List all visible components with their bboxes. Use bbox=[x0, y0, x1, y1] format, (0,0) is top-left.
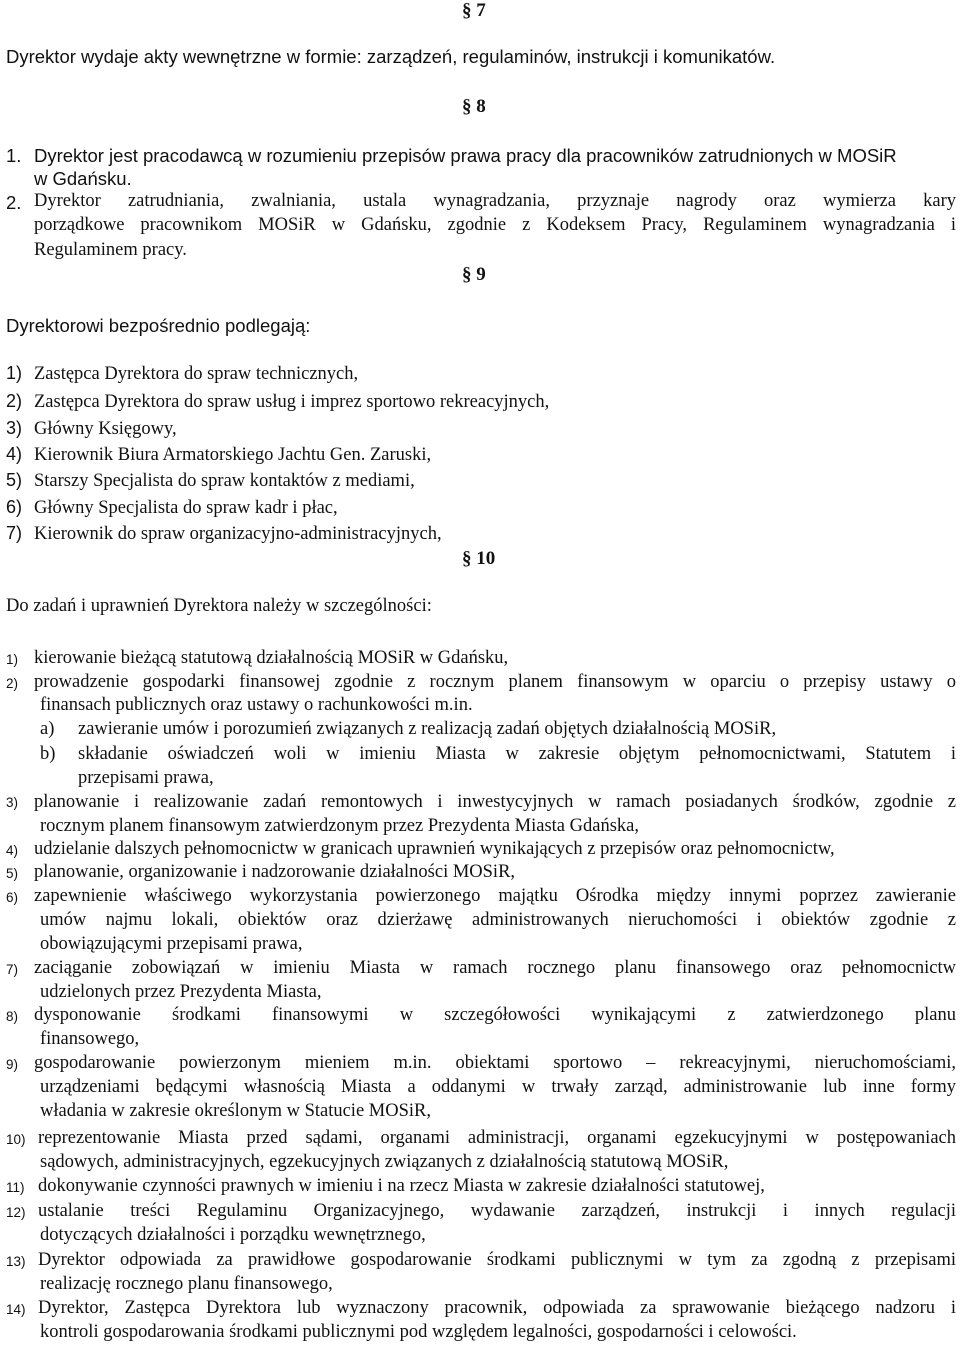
list-item-number: 4) bbox=[6, 843, 19, 858]
section-10-intro: Do zadań i uprawnień Dyrektora należy w szczególności: bbox=[6, 596, 432, 616]
list-item-text: Dyrektor odpowiada za prawidłowe gospodarowanie środkami publicznymi w tym za zgodną z przepisami bbox=[38, 1250, 956, 1270]
list-item-text: planowanie, organizowanie i nadzorowanie działalności MOSiR, bbox=[34, 862, 516, 882]
list-item-text: władania w zakresie określonym w Statucie MOSiR, bbox=[40, 1101, 431, 1121]
list-item-text: Kierownik do spraw organizacyjno-administracyjnych, bbox=[34, 524, 442, 544]
list-item-letter: b) bbox=[40, 744, 56, 764]
list-item-number: 1) bbox=[6, 363, 23, 383]
list-item-text: ustalanie treści Regulaminu Organizacyjnego, wydawanie zarządzeń, instrukcji i innych regulacji bbox=[38, 1201, 956, 1221]
list-item-text: reprezentowanie Miasta przed sądami, organami administracji, organami egzekucyjnymi w postępowaniach bbox=[38, 1128, 956, 1148]
section-8-item-2-line-2: porządkowe pracownikom MOSiR w Gdańsku, zgodnie z Kodeksem Pracy, Regulaminem wynagradzania i bbox=[34, 215, 956, 235]
list-item-text: zapewnienie właściwego wykorzystania powierzonego majątku Ośrodka między innymi poprzez zawieranie bbox=[34, 886, 956, 906]
section-8-item-1-number: 1. bbox=[6, 145, 22, 166]
list-item-text: kontroli gospodarowania środkami publicznymi pod względem legalności, gospodarności i celowości. bbox=[40, 1322, 797, 1342]
list-item-text: finansowego, bbox=[40, 1029, 140, 1049]
section-7-heading: § 7 bbox=[462, 0, 486, 21]
list-item-text: planowanie i realizowanie zadań remontowych i inwestycyjnych w ramach posiadanych środków, zgodnie z bbox=[34, 792, 956, 812]
list-item-text: kierowanie bieżącą statutową działalnością MOSiR w Gdańsku, bbox=[34, 648, 509, 668]
list-item-text: zaciąganie zobowiązań w imieniu Miasta w ramach rocznego planu finansowego oraz pełnomocnictw bbox=[34, 958, 956, 978]
section-9-heading: § 9 bbox=[462, 264, 486, 285]
list-item-number: 7) bbox=[6, 523, 23, 543]
list-item-text: prowadzenie gospodarki finansowej zgodnie z rocznym planem finansowym w oparciu o przepisy ustawy o bbox=[34, 672, 956, 692]
list-item-number: 6) bbox=[6, 890, 19, 905]
list-item-text: Główny Specjalista do spraw kadr i płac, bbox=[34, 498, 338, 518]
list-item-letter: a) bbox=[40, 719, 55, 739]
list-item bbox=[6, 363, 358, 385]
list-item-number: 5) bbox=[6, 866, 19, 881]
list-item-number: 2) bbox=[6, 391, 23, 411]
list-item-text: gospodarowanie powierzonym mieniem m.in. obiektami sportowo – rekreacyjnymi, nieruchomościami, bbox=[34, 1053, 956, 1073]
list-item-text: składanie oświadczeń woli w imieniu Miasta w zakresie objętym pełnomocnictwami, Statutem i bbox=[78, 744, 956, 764]
section-8-item-2-number: 2. bbox=[6, 192, 22, 213]
list-item-text: dysponowanie środkami finansowymi w szczegółowości wynikającymi z zatwierdzonego planu bbox=[34, 1005, 956, 1025]
list-item-text: sądowych, administracyjnych, egzekucyjnych związanych z działalnością statutową MOSiR, bbox=[40, 1152, 729, 1172]
list-item-text: obowiązującymi przepisami prawa, bbox=[40, 934, 303, 954]
list-item-text: Dyrektor, Zastępca Dyrektora lub wyznaczony pracownik, odpowiada za sprawowanie bieżącego nadzoru i bbox=[38, 1298, 956, 1318]
list-item bbox=[6, 391, 549, 413]
list-item-number: 3) bbox=[6, 795, 19, 810]
list-item-text: Główny Księgowy, bbox=[34, 419, 177, 439]
list-item-text: udzielanie dalszych pełnomocnictw w granicach uprawnień wynikających z przepisów oraz pełnomocnictw, bbox=[34, 839, 835, 859]
list-item-number: 7) bbox=[6, 962, 19, 977]
list-item bbox=[6, 497, 338, 519]
section-7-text: Dyrektor wydaje akty wewnętrzne w formie: zarządzeń, regulaminów, instrukcji i komunikatów. bbox=[6, 46, 776, 67]
list-item-number: 9) bbox=[6, 1057, 19, 1072]
list-item bbox=[6, 444, 431, 466]
list-item-text: realizację rocznego planu finansowego, bbox=[40, 1274, 333, 1294]
list-item bbox=[6, 418, 177, 440]
list-item-number: 4) bbox=[6, 444, 23, 464]
list-item-text: Kierownik Biura Armatorskiego Jachtu Gen. Zaruski, bbox=[34, 445, 432, 465]
list-item-text: Zastępca Dyrektora do spraw technicznych, bbox=[34, 364, 359, 384]
list-item-number: 14) bbox=[6, 1302, 26, 1317]
list-item-text: Zastępca Dyrektora do spraw usług i imprez sportowo rekreacyjnych, bbox=[34, 392, 550, 412]
list-item-text: finansach publicznych oraz ustawy o rachunkowości m.in. bbox=[40, 695, 473, 715]
list-item-number: 2) bbox=[6, 676, 19, 691]
section-8-item-2-line-1: Dyrektor zatrudniania, zwalniania, ustala wynagradzania, przyznaje nagrody oraz wymierza kary bbox=[34, 191, 956, 211]
list-item-text: udzielonych przez Prezydenta Miasta, bbox=[40, 982, 322, 1002]
list-item-text: dokonywanie czynności prawnych w imieniu i na rzecz Miasta w zakresie działalności statutowej, bbox=[38, 1176, 765, 1196]
list-item-number: 13) bbox=[6, 1254, 26, 1269]
list-item-number: 5) bbox=[6, 470, 23, 490]
list-item-number: 3) bbox=[6, 418, 23, 438]
section-9-intro: Dyrektorowi bezpośrednio podlegają: bbox=[6, 315, 311, 336]
section-8-item-1-line-2: w Gdańsku. bbox=[34, 168, 132, 189]
list-item-number: 1) bbox=[6, 652, 19, 667]
list-item-text: przepisami prawa, bbox=[78, 768, 214, 788]
section-8-item-1-line-1: Dyrektor jest pracodawcą w rozumieniu przepisów prawa pracy dla pracowników zatrudnionych w MOSiR bbox=[34, 145, 897, 166]
list-item bbox=[6, 470, 415, 492]
list-item-text: Starszy Specjalista do spraw kontaktów z mediami, bbox=[34, 471, 415, 491]
list-item-text: zawieranie umów i porozumień związanych z realizacją zadań objętych działalnością MOSiR, bbox=[78, 719, 777, 739]
list-item-number: 6) bbox=[6, 497, 23, 517]
list-item-text: rocznym planem finansowym zatwierdzonym przez Prezydenta Miasta Gdańska, bbox=[40, 816, 639, 836]
section-8-item-2-line-3: Regulaminem pracy. bbox=[34, 240, 187, 260]
list-item-number: 10) bbox=[6, 1132, 26, 1147]
list-item-text: umów najmu lokali, obiektów oraz dzierżawę administrowanych nieruchomości i obiektów zgodnie z bbox=[40, 910, 956, 930]
list-item-number: 11) bbox=[6, 1180, 25, 1195]
list-item bbox=[6, 523, 442, 545]
list-item-number: 8) bbox=[6, 1009, 19, 1024]
list-item-text: urządzeniami będącymi własnością Miasta a oddanymi w trwały zarząd, administrowanie lub inne formy bbox=[40, 1077, 956, 1097]
section-10-heading: § 10 bbox=[462, 548, 496, 569]
list-item-text: dotyczących działalności i porządku wewnętrznego, bbox=[40, 1225, 426, 1245]
section-8-heading: § 8 bbox=[462, 96, 486, 117]
list-item-number: 12) bbox=[6, 1205, 26, 1220]
